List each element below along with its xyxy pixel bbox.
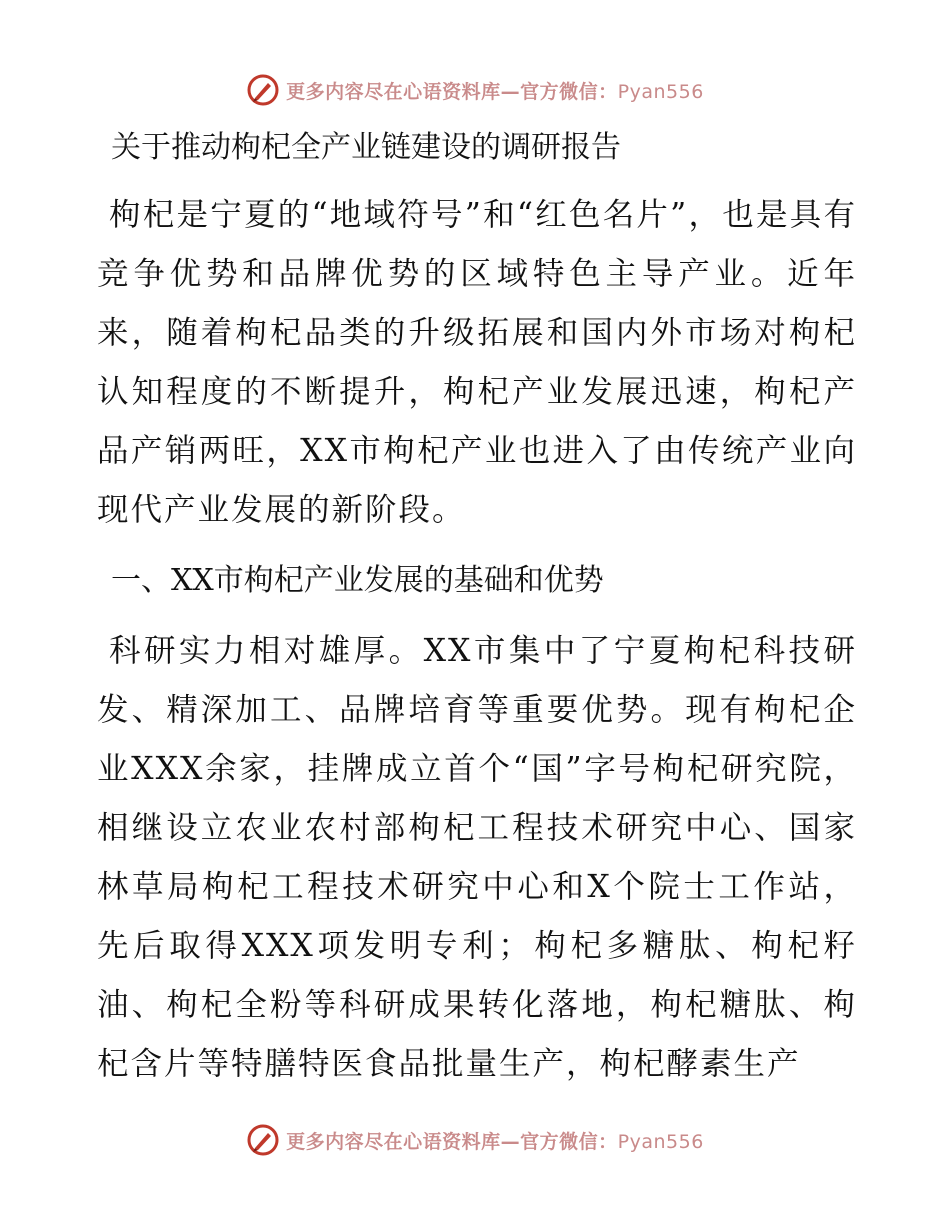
watermark-header [0, 70, 950, 110]
page-title: 关于推动枸杞全产业链建设的调研报告 [111, 130, 621, 165]
pen-logo-icon [246, 73, 280, 107]
watermark-footer [0, 1120, 950, 1160]
body-paragraph: 科研实力相对雄厚。XX市集中了宁夏枸杞科技研发、精深加工、品牌培育等重要优势。现有枸杞企业XXX余家，挂牌成立首个“国”字号枸杞研究院，相继设立农业农村部枸杞工程技术研究中心、国家林草局枸杞工程技术研究中心和X个院士工作站，先后取得XXX项发明专利；枸杞多糖肽、枸杞籽油、枸杞全粉等科研成果转化落地，枸杞糖肽、枸杞含片等特膳特医食品批量生产，枸杞酵素生产 [97, 633, 857, 1082]
pen-logo-icon [246, 1123, 280, 1157]
section-heading: 一、XX市枸杞产业发展的基础和优势 [111, 563, 604, 598]
watermark-text: 更多内容尽在心语资料库—官方微信：Pyan556 [286, 1130, 704, 1153]
intro-paragraph: 枸杞是宁夏的“地域符号”和“红色名片”，也是具有竞争优势和品牌优势的区域特色主导产业。近年来，随着枸杞品类的升级拓展和国内外市场对枸杞认知程度的不断提升，枸杞产业发展迅速，枸杞产品产销两旺，XX市枸杞产业也进入了由传统产业向现代产业发展的新阶段。 [97, 197, 857, 528]
watermark-text: 更多内容尽在心语资料库—官方微信：Pyan556 [286, 80, 704, 103]
document-body [97, 120, 857, 1104]
